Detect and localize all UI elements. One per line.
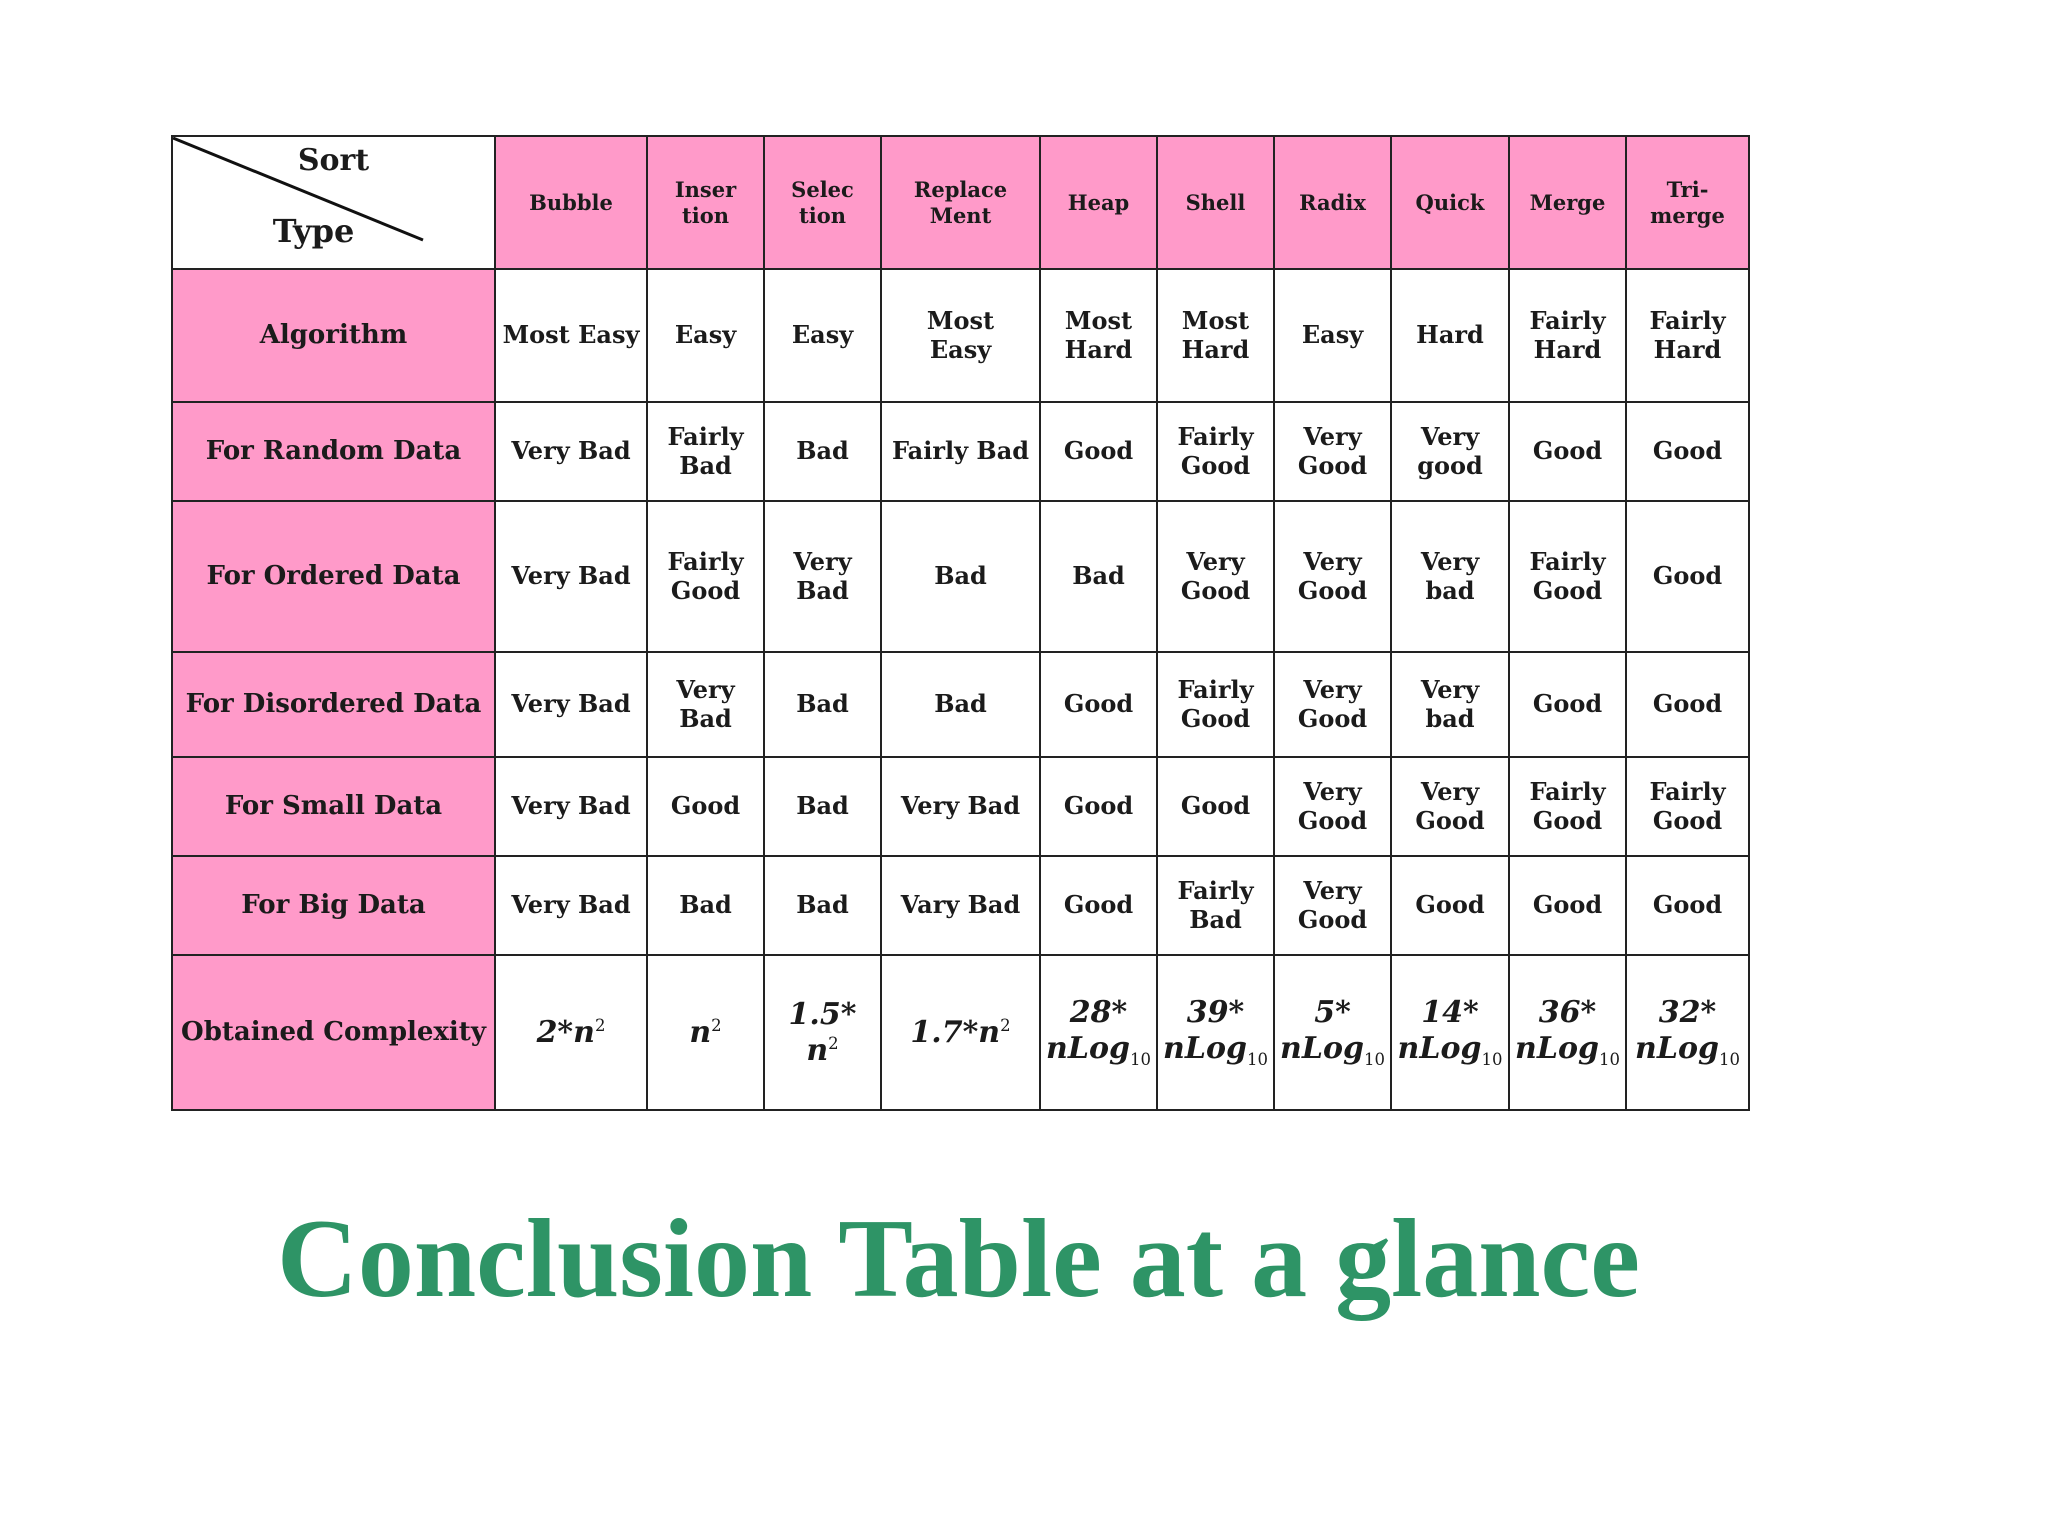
cell-text: Good <box>1415 890 1485 920</box>
cell-text: Good <box>1532 890 1603 920</box>
cell-text: Good <box>1652 561 1723 591</box>
cell-text: Very <box>1420 674 1480 704</box>
corner-sort-label: Sort <box>297 143 370 178</box>
complexity-term: n <box>573 1014 595 1050</box>
complexity-coefficient: 1.7* <box>910 1014 979 1050</box>
complexity-term: nLog <box>1635 1031 1719 1067</box>
table-row <box>172 757 1749 856</box>
table-cell <box>1509 402 1626 501</box>
conclusion-table <box>171 135 1750 1111</box>
table-cell <box>495 757 647 856</box>
cell-text: Very Bad <box>511 890 631 920</box>
cell-text: Bad <box>934 561 987 591</box>
complexity-cell <box>1626 955 1749 1110</box>
table-cell <box>881 757 1040 856</box>
complexity-log-base: 10 <box>1363 1050 1385 1070</box>
table-cell <box>1274 501 1391 652</box>
cell-text: Hard <box>1533 334 1602 364</box>
table-cell <box>1509 269 1626 402</box>
complexity-coefficient: 32* <box>1658 995 1717 1031</box>
cell-text: Easy <box>791 320 854 350</box>
table-cell <box>881 269 1040 402</box>
cell-text: Good <box>670 575 741 605</box>
complexity-term: nLog <box>1280 1031 1364 1067</box>
cell-text: bad <box>1425 575 1475 605</box>
table-cell <box>495 402 647 501</box>
cell-text: Very Bad <box>511 561 631 591</box>
table-cell <box>1040 652 1157 757</box>
col-header-bubble: Bubble <box>495 136 647 269</box>
cell-text: Fairly Bad <box>891 436 1030 466</box>
table-cell <box>647 652 764 757</box>
col-header-merge: Merge <box>1509 136 1626 269</box>
cell-text: Hard <box>1064 334 1133 364</box>
col-header-radix: Radix <box>1274 136 1391 269</box>
cell-text: Good <box>1063 791 1134 821</box>
cell-text: Fairly <box>1177 875 1254 905</box>
cell-text: Very <box>1303 776 1362 806</box>
cell-text: Good <box>1652 689 1723 719</box>
table-cell <box>1157 402 1274 501</box>
complexity-exponent: 2 <box>711 1015 722 1035</box>
table-cell <box>1391 402 1509 501</box>
table-cell <box>647 856 764 955</box>
table-row <box>172 501 1749 652</box>
cell-text: Bad <box>796 575 849 605</box>
row-header: Algorithm <box>172 269 495 402</box>
complexity-coefficient: 36* <box>1538 995 1597 1031</box>
table-cell <box>1626 757 1749 856</box>
row-header: For Ordered Data <box>172 501 495 652</box>
cell-text: Easy <box>1301 320 1364 350</box>
row-header: For Disordered Data <box>172 652 495 757</box>
cell-text: Very <box>1420 776 1480 806</box>
cell-text: Bad <box>796 791 849 821</box>
cell-text: Bad <box>796 436 849 466</box>
cell-text: Most <box>1181 305 1250 335</box>
table-cell <box>1509 856 1626 955</box>
cell-text: Very Bad <box>511 791 631 821</box>
conclusion-table-container <box>171 135 1750 1111</box>
complexity-cell <box>1157 955 1274 1110</box>
complexity-cell <box>647 955 764 1110</box>
cell-text: Good <box>670 791 741 821</box>
table-cell <box>881 402 1040 501</box>
cell-text: Good <box>1532 436 1603 466</box>
complexity-log-base: 10 <box>1481 1050 1503 1070</box>
row-header-complexity: Obtained Complexity <box>172 955 495 1110</box>
cell-text: Fairly <box>1177 674 1254 704</box>
cell-text: Fairly <box>667 421 744 451</box>
complexity-cell <box>1509 955 1626 1110</box>
row-header: For Big Data <box>172 856 495 955</box>
table-row <box>172 652 1749 757</box>
complexity-coefficient: 5* <box>1314 995 1351 1031</box>
table-cell <box>1509 501 1626 652</box>
cell-text: Very <box>1186 546 1245 576</box>
table-cell <box>1626 501 1749 652</box>
cell-text: Good <box>1297 805 1368 835</box>
table-cell <box>764 501 881 652</box>
cell-text: Very <box>1303 546 1362 576</box>
col-header-shell: Shell <box>1157 136 1274 269</box>
table-cell <box>1157 501 1274 652</box>
cell-text: Good <box>1652 890 1723 920</box>
cell-text: Very <box>1420 421 1480 451</box>
cell-text: Fairly <box>1529 546 1606 576</box>
cell-text: Bad <box>796 689 849 719</box>
cell-text: Hard <box>1416 320 1484 350</box>
cell-text: Very <box>1303 875 1362 905</box>
complexity-cell <box>495 955 647 1110</box>
page-title: Conclusion Table at a glance <box>277 1197 1640 1321</box>
table-cell <box>764 856 881 955</box>
complexity-coefficient: 1.5* <box>788 996 857 1032</box>
complexity-term: nLog <box>1046 1031 1130 1067</box>
cell-text: Very Bad <box>900 791 1021 821</box>
cell-text: Good <box>1297 703 1368 733</box>
complexity-cell <box>1040 955 1157 1110</box>
complexity-row <box>172 955 1749 1110</box>
cell-text: Hard <box>1653 334 1722 364</box>
table-cell <box>1040 757 1157 856</box>
table-cell <box>495 652 647 757</box>
table-cell <box>1274 652 1391 757</box>
cell-text: Good <box>1063 890 1134 920</box>
complexity-cell <box>881 955 1040 1110</box>
complexity-cell <box>764 955 881 1110</box>
row-header: For Random Data <box>172 402 495 501</box>
cell-text: Good <box>1180 791 1251 821</box>
table-cell <box>1626 856 1749 955</box>
table-cell <box>647 269 764 402</box>
cell-text: Bad <box>679 890 732 920</box>
table-cell <box>1509 757 1626 856</box>
table-cell <box>1391 269 1509 402</box>
cell-text: Vary Bad <box>900 890 1021 920</box>
cell-text: Bad <box>796 890 849 920</box>
cell-text: Good <box>1297 904 1368 934</box>
complexity-cell <box>1391 955 1509 1110</box>
cell-text: Good <box>1063 689 1134 719</box>
table-cell <box>1626 652 1749 757</box>
cell-text: Hard <box>1181 334 1250 364</box>
complexity-cell <box>1274 955 1391 1110</box>
corner-type-label: Type <box>272 211 355 250</box>
table-cell <box>1157 269 1274 402</box>
cell-text: Bad <box>1189 904 1242 934</box>
complexity-term: n <box>978 1014 1001 1050</box>
cell-text: bad <box>1425 703 1475 733</box>
table-cell <box>1040 402 1157 501</box>
table-cell <box>1626 402 1749 501</box>
table-cell <box>1040 856 1157 955</box>
table-cell <box>1391 757 1509 856</box>
table-cell <box>647 757 764 856</box>
table-cell <box>1274 269 1391 402</box>
table-row <box>172 402 1749 501</box>
cell-text: Bad <box>679 450 732 480</box>
cell-text: Most Easy <box>502 320 640 350</box>
table-row <box>172 269 1749 402</box>
complexity-exponent: 2 <box>1000 1015 1011 1035</box>
complexity-exponent: 2 <box>828 1033 839 1053</box>
table-cell <box>764 269 881 402</box>
cell-text: Very <box>676 674 735 704</box>
cell-text: Fairly <box>1649 305 1726 335</box>
table-cell <box>1391 501 1509 652</box>
cell-text: Most <box>926 305 995 335</box>
col-header-replacement: Replace Ment <box>881 136 1040 269</box>
table-cell <box>1157 757 1274 856</box>
cell-text: Fairly <box>1529 305 1606 335</box>
cell-text: Very <box>1303 421 1362 451</box>
cell-text: Good <box>1652 805 1723 835</box>
table-cell <box>881 652 1040 757</box>
col-header-quick: Quick <box>1391 136 1509 269</box>
table-cell <box>1040 269 1157 402</box>
cell-text: Good <box>1180 575 1251 605</box>
cell-text: Good <box>1532 689 1603 719</box>
complexity-log-base: 10 <box>1129 1050 1151 1070</box>
complexity-log-base: 10 <box>1718 1050 1740 1070</box>
col-header-trimerge: Tri- merge <box>1626 136 1749 269</box>
table-cell <box>764 402 881 501</box>
header-row <box>172 136 1749 269</box>
col-header-insertion: Inser tion <box>647 136 764 269</box>
cell-text: Good <box>1180 703 1251 733</box>
cell-text: Good <box>1415 805 1485 835</box>
cell-text: Bad <box>679 703 732 733</box>
complexity-log-base: 10 <box>1246 1050 1268 1070</box>
table-cell <box>881 856 1040 955</box>
cell-text: Very <box>1303 674 1362 704</box>
complexity-coefficient: 14* <box>1421 995 1479 1031</box>
complexity-exponent: 2 <box>594 1015 606 1035</box>
cell-text: Fairly <box>1177 421 1254 451</box>
table-cell <box>1157 652 1274 757</box>
table-cell <box>881 501 1040 652</box>
cell-text: good <box>1417 450 1483 480</box>
cell-text: Fairly <box>1529 776 1606 806</box>
cell-text: Good <box>1532 805 1603 835</box>
table-cell <box>764 757 881 856</box>
table-cell <box>495 501 647 652</box>
complexity-term: nLog <box>1515 1031 1599 1067</box>
cell-text: Fairly <box>1649 776 1726 806</box>
col-header-heap: Heap <box>1040 136 1157 269</box>
cell-text: Fairly <box>667 546 744 576</box>
complexity-coefficient: 39* <box>1186 995 1245 1031</box>
table-cell <box>1391 856 1509 955</box>
complexity-term: nLog <box>1397 1031 1482 1067</box>
complexity-coefficient: 2* <box>536 1014 574 1050</box>
table-cell <box>647 501 764 652</box>
table-cell <box>1509 652 1626 757</box>
table-cell <box>495 856 647 955</box>
row-header: For Small Data <box>172 757 495 856</box>
cell-text: Very <box>793 546 852 576</box>
cell-text: Easy <box>674 320 737 350</box>
table-row <box>172 856 1749 955</box>
cell-text: Good <box>1180 450 1251 480</box>
table-cell <box>1274 856 1391 955</box>
cell-text: Good <box>1297 450 1368 480</box>
table-cell <box>764 652 881 757</box>
table-cell <box>1391 652 1509 757</box>
table-cell <box>1274 757 1391 856</box>
cell-text: Most <box>1064 305 1133 335</box>
complexity-term: n <box>806 1032 829 1068</box>
corner-cell <box>172 136 495 269</box>
table-cell <box>1157 856 1274 955</box>
cell-text: Good <box>1063 436 1134 466</box>
table-cell <box>1626 269 1749 402</box>
cell-text: Bad <box>934 689 987 719</box>
cell-text: Good <box>1297 575 1368 605</box>
complexity-log-base: 10 <box>1598 1050 1620 1070</box>
cell-text: Bad <box>1072 561 1125 591</box>
table-cell <box>1040 501 1157 652</box>
cell-text: Very <box>1420 546 1480 576</box>
table-cell <box>1274 402 1391 501</box>
table-cell <box>495 269 647 402</box>
table-body <box>172 269 1749 955</box>
col-header-selection: Selec tion <box>764 136 881 269</box>
complexity-term: nLog <box>1163 1031 1247 1067</box>
complexity-coefficient: 28* <box>1069 995 1128 1031</box>
cell-text: Good <box>1532 575 1603 605</box>
table-cell <box>647 402 764 501</box>
complexity-term: n <box>689 1014 712 1050</box>
cell-text: Very Bad <box>511 689 631 719</box>
cell-text: Very Bad <box>511 436 631 466</box>
cell-text: Easy <box>929 334 992 364</box>
cell-text: Good <box>1652 436 1723 466</box>
